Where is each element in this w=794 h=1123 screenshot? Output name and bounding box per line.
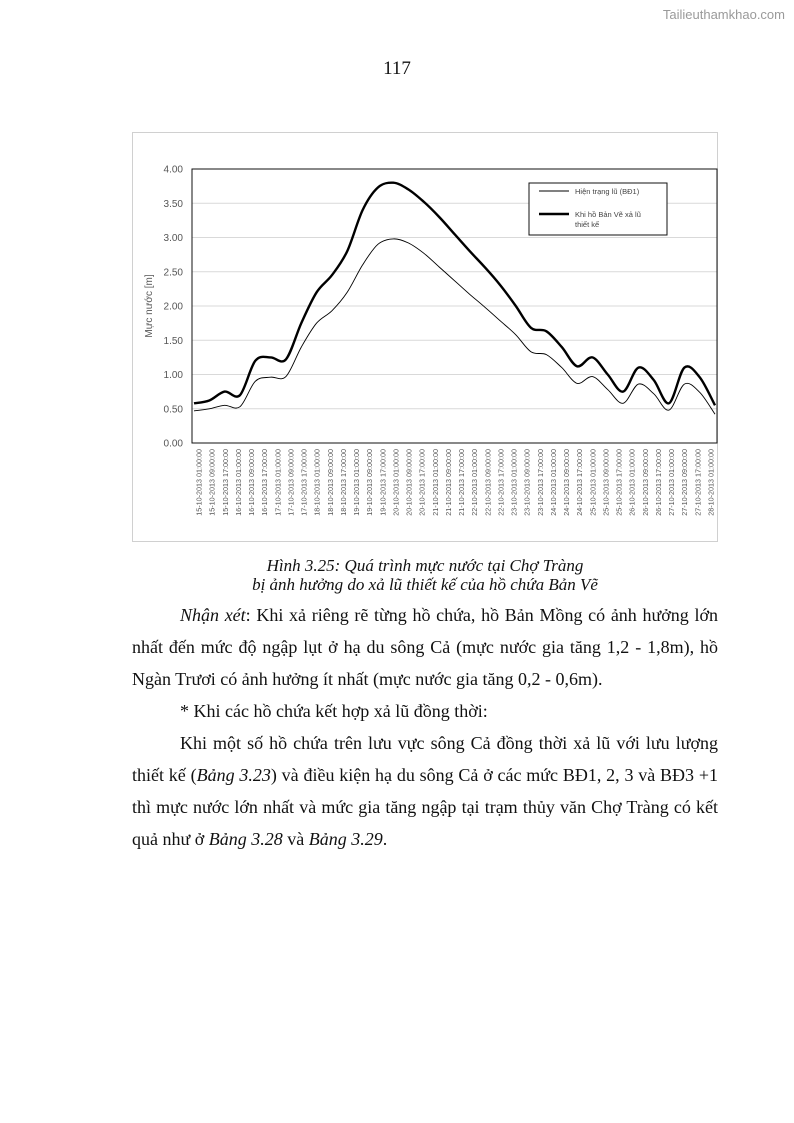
x-tick-label: 19-10-2013 09:00:00 xyxy=(365,449,375,516)
figure-caption-line1: Hình 3.25: Quá trình mực nước tại Chợ Tràng xyxy=(266,556,584,575)
x-tick-label: 16-10-2013 17:00:00 xyxy=(260,449,270,516)
x-tick-label: 26-10-2013 01:00:00 xyxy=(627,449,637,516)
x-tick-label: 22-10-2013 17:00:00 xyxy=(496,449,506,516)
combined-heading-text: * Khi các hồ chứa kết hợp xả lũ đồng thời: xyxy=(180,701,488,721)
page-number: 117 xyxy=(383,58,411,79)
x-tick-label: 20-10-2013 09:00:00 xyxy=(404,449,414,516)
x-tick-label: 25-10-2013 01:00:00 xyxy=(588,449,598,516)
x-tick-label: 18-10-2013 01:00:00 xyxy=(312,449,322,516)
x-tick-label: 24-10-2013 01:00:00 xyxy=(548,449,558,516)
y-tick-label: 0.50 xyxy=(163,404,183,416)
table-ref-3-28: Bảng 3.28 xyxy=(208,829,283,849)
x-tick-label: 27-10-2013 17:00:00 xyxy=(693,449,703,516)
x-tick-label: 18-10-2013 17:00:00 xyxy=(338,449,348,516)
y-tick-label: 0.00 xyxy=(163,438,183,450)
x-tick-label: 17-10-2013 17:00:00 xyxy=(299,449,309,516)
x-tick-label: 21-10-2013 17:00:00 xyxy=(457,449,467,516)
x-tick-label: 24-10-2013 17:00:00 xyxy=(575,449,585,516)
x-tick-label: 28-10-2013 01:00:00 xyxy=(706,449,716,516)
x-tick-label: 19-10-2013 17:00:00 xyxy=(378,449,388,516)
x-tick-label: 23-10-2013 17:00:00 xyxy=(535,449,545,516)
y-tick-label: 3.00 xyxy=(163,233,183,244)
x-tick-label: 15-10-2013 17:00:00 xyxy=(220,449,230,516)
x-tick-label: 25-10-2013 09:00:00 xyxy=(601,449,611,516)
paragraph-remark xyxy=(132,599,718,695)
table-ref-3-23: Bảng 3.23 xyxy=(196,765,271,785)
x-tick-label: 26-10-2013 09:00:00 xyxy=(640,449,650,516)
x-tick-label: 18-10-2013 09:00:00 xyxy=(325,449,335,516)
x-tick-label: 17-10-2013 01:00:00 xyxy=(273,449,283,516)
y-tick-label: 1.50 xyxy=(163,335,183,347)
x-tick-label: 15-10-2013 01:00:00 xyxy=(194,449,204,516)
remark-text: : Khi xả riêng rẽ từng hồ chứa, hồ Bản Mồng có ảnh hưởng lớn nhất đến mức độ ngập lụt ở hạ du sông Cả (mực nước gia tăng 1,2 - 1,8m), hồ Ngàn Trươi có ảnh hưởng ít nhất (mực nước gia tăng 0,2 - 0,6m). xyxy=(132,605,718,689)
legend-label-ban-ve: Khi hồ Bản Vẽ xả lũ thiết kế xyxy=(575,210,641,229)
y-tick-label: 3.50 xyxy=(163,198,183,210)
water-level-chart xyxy=(133,133,719,543)
x-tick-label: 22-10-2013 09:00:00 xyxy=(483,449,493,516)
remark-label: Nhận xét xyxy=(180,605,246,625)
x-tick-label: 25-10-2013 17:00:00 xyxy=(614,449,624,516)
figure-caption-line2: bị ảnh hưởng do xả lũ thiết kế của hồ chứa Bản Vẽ xyxy=(252,575,598,594)
series-line-baseline xyxy=(194,239,715,414)
x-tick-label: 27-10-2013 01:00:00 xyxy=(667,449,677,516)
figure-chart xyxy=(132,132,718,542)
legend-label-baseline: Hiện trạng lũ (BĐ1) xyxy=(575,187,640,196)
y-tick-label: 2.50 xyxy=(163,267,183,279)
x-tick-label: 16-10-2013 09:00:00 xyxy=(247,449,257,516)
x-tick-label: 15-10-2013 09:00:00 xyxy=(207,449,217,516)
x-tick-label: 22-10-2013 01:00:00 xyxy=(470,449,480,516)
x-tick-label: 21-10-2013 01:00:00 xyxy=(430,449,440,516)
x-tick-label: 16-10-2013 01:00:00 xyxy=(233,449,243,516)
combined-text-d: . xyxy=(382,829,388,849)
x-tick-label: 20-10-2013 01:00:00 xyxy=(391,449,401,516)
x-tick-label: 23-10-2013 01:00:00 xyxy=(509,449,519,516)
combined-text-b: ) và điều kiện hạ du sông Cả ở các mức BĐ1, 2, 3 và BĐ3 +1 thì mực nước lớn nhất và mức gia tăng ngập tại trạm thủy văn Chợ Tràng có kết quả như ở xyxy=(132,765,718,849)
watermark: Tailieuthamkhao.com xyxy=(662,7,785,22)
x-tick-label: 21-10-2013 09:00:00 xyxy=(443,449,453,516)
x-tick-label: 23-10-2013 09:00:00 xyxy=(522,449,532,516)
x-tick-label: 24-10-2013 09:00:00 xyxy=(562,449,572,516)
combined-text-a: Khi một số hồ chứa trên lưu vực sông Cả đồng thời xả lũ với lưu lượng thiết kế ( xyxy=(132,733,718,785)
table-ref-3-29: Bảng 3.29 xyxy=(308,829,383,849)
combined-text-c: và xyxy=(282,829,309,849)
x-tick-label: 27-10-2013 09:00:00 xyxy=(680,449,690,516)
paragraph-combined-heading xyxy=(132,695,718,727)
y-tick-label: 4.00 xyxy=(163,164,183,176)
y-axis-label: Mực nước [m] xyxy=(144,274,155,338)
x-tick-label: 20-10-2013 17:00:00 xyxy=(417,449,427,516)
y-tick-label: 2.00 xyxy=(163,301,183,313)
x-tick-label: 26-10-2013 17:00:00 xyxy=(653,449,663,516)
paragraph-combined xyxy=(132,727,718,855)
x-tick-label: 17-10-2013 09:00:00 xyxy=(286,449,296,516)
x-tick-label: 19-10-2013 01:00:00 xyxy=(352,449,362,516)
y-tick-label: 1.00 xyxy=(163,370,183,381)
